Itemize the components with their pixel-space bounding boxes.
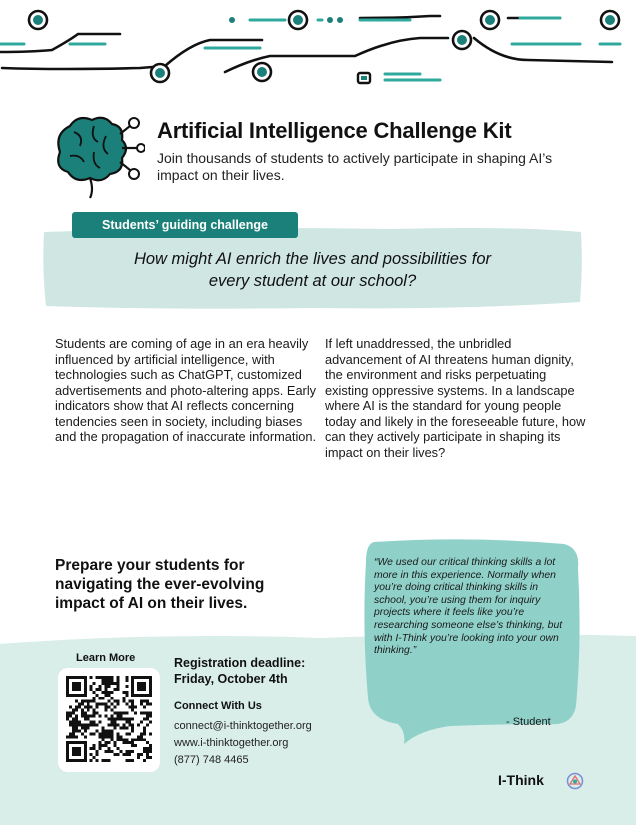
prepare-line1: Prepare your students for (55, 557, 245, 574)
challenge-question (42, 248, 583, 292)
circuit-banner-graphic (0, 0, 636, 100)
prepare-line2: navigating the ever-evolving (55, 576, 265, 593)
challenge-tag: Students’ guiding challenge (72, 212, 298, 238)
qr-code[interactable] (58, 668, 160, 772)
registration-deadline-date: Friday, October 4th (174, 672, 288, 686)
i-think-logo-icon (566, 772, 584, 790)
contact-website-link[interactable]: www.i-thinktogether.org (174, 737, 289, 749)
learn-more-label: Learn More (76, 652, 136, 664)
i-think-logo-text: I-Think (498, 772, 544, 788)
contact-phone[interactable]: (877) 748 4465 (174, 754, 249, 766)
challenge-question-line1: How might AI enrich the lives and possibilities for (133, 250, 492, 268)
registration-deadline (174, 655, 344, 687)
testimonial-quote: “We used our critical thinking skills a lot more in this experience. Normally when you’re doing critical thinking skills in school, you’re using them for inquiry projects where it feels like you’re researching someone else’s thinking, but with I-Think you’re looking into your own thinking.” (374, 557, 563, 657)
challenge-question-line2: every student at our school? (208, 272, 417, 290)
header (50, 108, 610, 198)
challenge-box (42, 226, 583, 310)
registration-deadline-label: Registration deadline: (174, 656, 306, 670)
brain-circuit-icon (50, 112, 145, 200)
contact-email-link[interactable]: connect@i-thinktogether.org (174, 720, 312, 732)
prepare-line3: impact of AI on their lives. (55, 595, 248, 612)
qr-code-icon (66, 676, 152, 762)
testimonial-author: - Student (506, 716, 551, 728)
page-subtitle: Join thousands of students to actively participate in shaping AI’s impact on their lives. (157, 150, 553, 183)
body-right-column: If left unaddressed, the unbridled advancement of AI threatens human dignity, the environment and risks perpetuating existing oppressive systems. In a landscape where AI is the standard for young people today and likely in the foreseeable future, how can they actively participate in shaping its impact on their lives? (325, 336, 586, 460)
page-title: Artificial Intelligence Challenge Kit (157, 118, 512, 143)
body-left-column: Students are coming of age in an era heavily influenced by artificial intelligence, with technologies such as ChatGPT, customized advertisements and photo-altering apps. Early indicators show that AI reflects concerning tendencies seen in society, including biases and the propagation of inaccurate information. (55, 336, 317, 444)
connect-heading: Connect With Us (174, 700, 262, 712)
prepare-heading (55, 556, 335, 613)
